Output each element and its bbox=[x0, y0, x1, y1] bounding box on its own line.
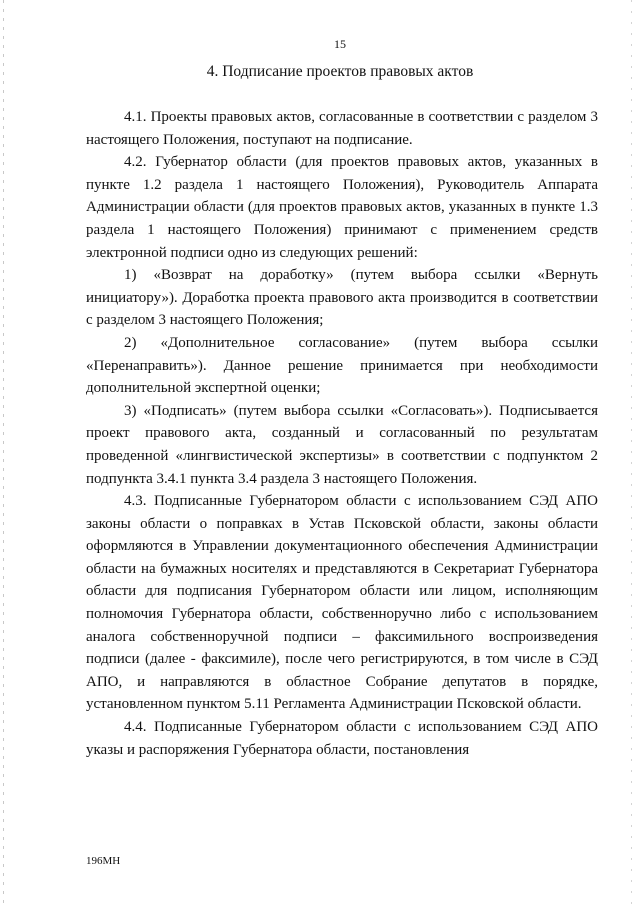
section-title: 4. Подписание проектов правовых актов bbox=[206, 63, 474, 80]
paragraph-4-2: 4.2. Губернатор области (для проектов правовых актов, указанных в пункте 1.2 раздела 1 настоящего Положения), Руководитель Аппарата Администрации области (для проектов правовых актов, указанных в пункте 1.3 раздела 1 настоящего Положения) принимают с применением средств электронной подписи одно из следующих решений: bbox=[86, 154, 598, 261]
page-number: 15 bbox=[334, 37, 346, 51]
footer-code: 196МН bbox=[86, 855, 121, 867]
document-body bbox=[86, 106, 598, 761]
scan-edge-right bbox=[631, 0, 632, 905]
paragraph-option-1: 1) «Возврат на доработку» (путем выбора ссылки «Вернуть инициатору»). Доработка проекта правового акта производится в соответствии с разделом 3 настоящего Положения; bbox=[86, 267, 598, 329]
paragraph-4-4: 4.4. Подписанные Губернатором области с использованием СЭД АПО указы и распоряжения Губернатора области, постановления bbox=[86, 719, 598, 758]
paragraph-4-3: 4.3. Подписанные Губернатором области с использованием СЭД АПО законы области о поправках в Устав Псковской области, законы области оформляются в Управлении документационного обеспечения Администрации области на бумажных носителях и представляются в Секретариат Губернатора области для подписания Губернатором области или лицом, исполняющим полномочия Губернатора области, собственноручно либо с использованием аналога собственноручной подписи – факсимильного воспроизведения подписи (далее - факсимиле), после чего регистрируются, в том числе в СЭД АПО, и направляются в областное Собрание депутатов в порядке, установленном пунктом 5.11 Регламента Администрации Псковской области. bbox=[86, 493, 598, 713]
paragraph-4-1: 4.1. Проекты правовых актов, согласованные в соответствии с разделом 3 настоящего Положения, поступают на подписание. bbox=[86, 109, 598, 148]
paragraph-option-2: 2) «Дополнительное согласование» (путем выбора ссылки «Перенаправить»). Данное решение принимается при необходимости дополнительной экспертной оценки; bbox=[86, 334, 598, 397]
paragraph-option-3: 3) «Подписать» (путем выбора ссылки «Согласовать»). Подписывается проект правового акта, созданный и согласованный по результатам проведенной «лингвистической экспертизы» в соответствии с подпунктом 2 подпункта 3.4.1 пункта 3.4 раздела 3 настоящего Положения. bbox=[86, 402, 598, 487]
scan-edge-left bbox=[3, 0, 4, 905]
